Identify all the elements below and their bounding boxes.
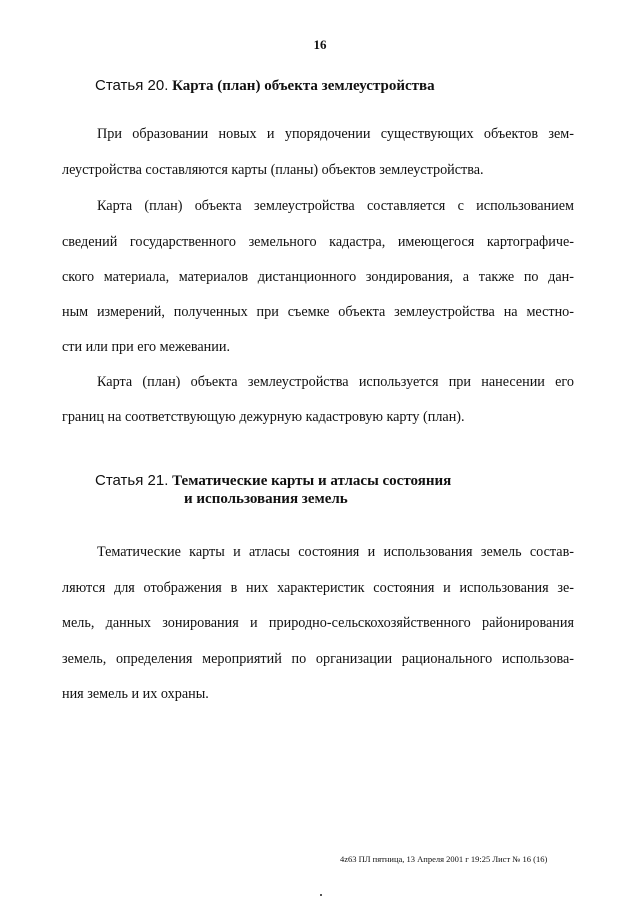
text-line: ния земель и их охраны.: [62, 686, 209, 702]
text-line: ным измерений, полученных при съемке объекта землеустройства на местно-: [62, 304, 574, 320]
text-line: границ на соответствующую дежурную кадастровую карту (план).: [62, 409, 465, 425]
text-line: Тематические карты и атласы состояния и использования земель состав-: [97, 544, 574, 560]
text-line: При образовании новых и упорядочении существующих объектов зем-: [97, 126, 574, 142]
text-line: леустройства составляются карты (планы) объектов землеустройства.: [62, 162, 484, 178]
text-line: земель, определения мероприятий по организации рационального использова-: [62, 651, 574, 667]
article-21-heading: [95, 472, 451, 508]
article-21-label: Статья 21.: [95, 472, 169, 489]
text-line: ляются для отображения в них характеристик состояния и использования зе-: [62, 580, 574, 596]
scan-speck: [320, 894, 322, 896]
article-21-title-line-1: Тематические карты и атласы состояния: [172, 473, 452, 489]
text-line: ского материала, материалов дистанционного зондирования, а также по дан-: [62, 269, 574, 285]
article-20-label: Статья 20.: [95, 77, 169, 94]
article-20-title: Карта (план) объекта землеустройства: [172, 78, 435, 94]
text-line: сти или при его межевании.: [62, 339, 230, 355]
text-line: мель, данных зонирования и природно-сельскохозяйственного районирования: [62, 615, 574, 631]
article-21-title-line-2: и использования земель: [184, 491, 348, 507]
text-line: Карта (план) объекта землеустройства используется при нанесении его: [97, 374, 574, 390]
page-footer: 4z63 ПЛ пятница, 13 Апреля 2001 г 19:25 Лист № 16 (16): [340, 854, 548, 864]
page-number: 16: [313, 37, 327, 52]
text-line: Карта (план) объекта землеустройства составляется с использованием: [97, 198, 574, 214]
article-20-heading: [95, 77, 435, 95]
text-line: сведений государственного земельного кадастра, имеющегося картографиче-: [62, 234, 574, 250]
